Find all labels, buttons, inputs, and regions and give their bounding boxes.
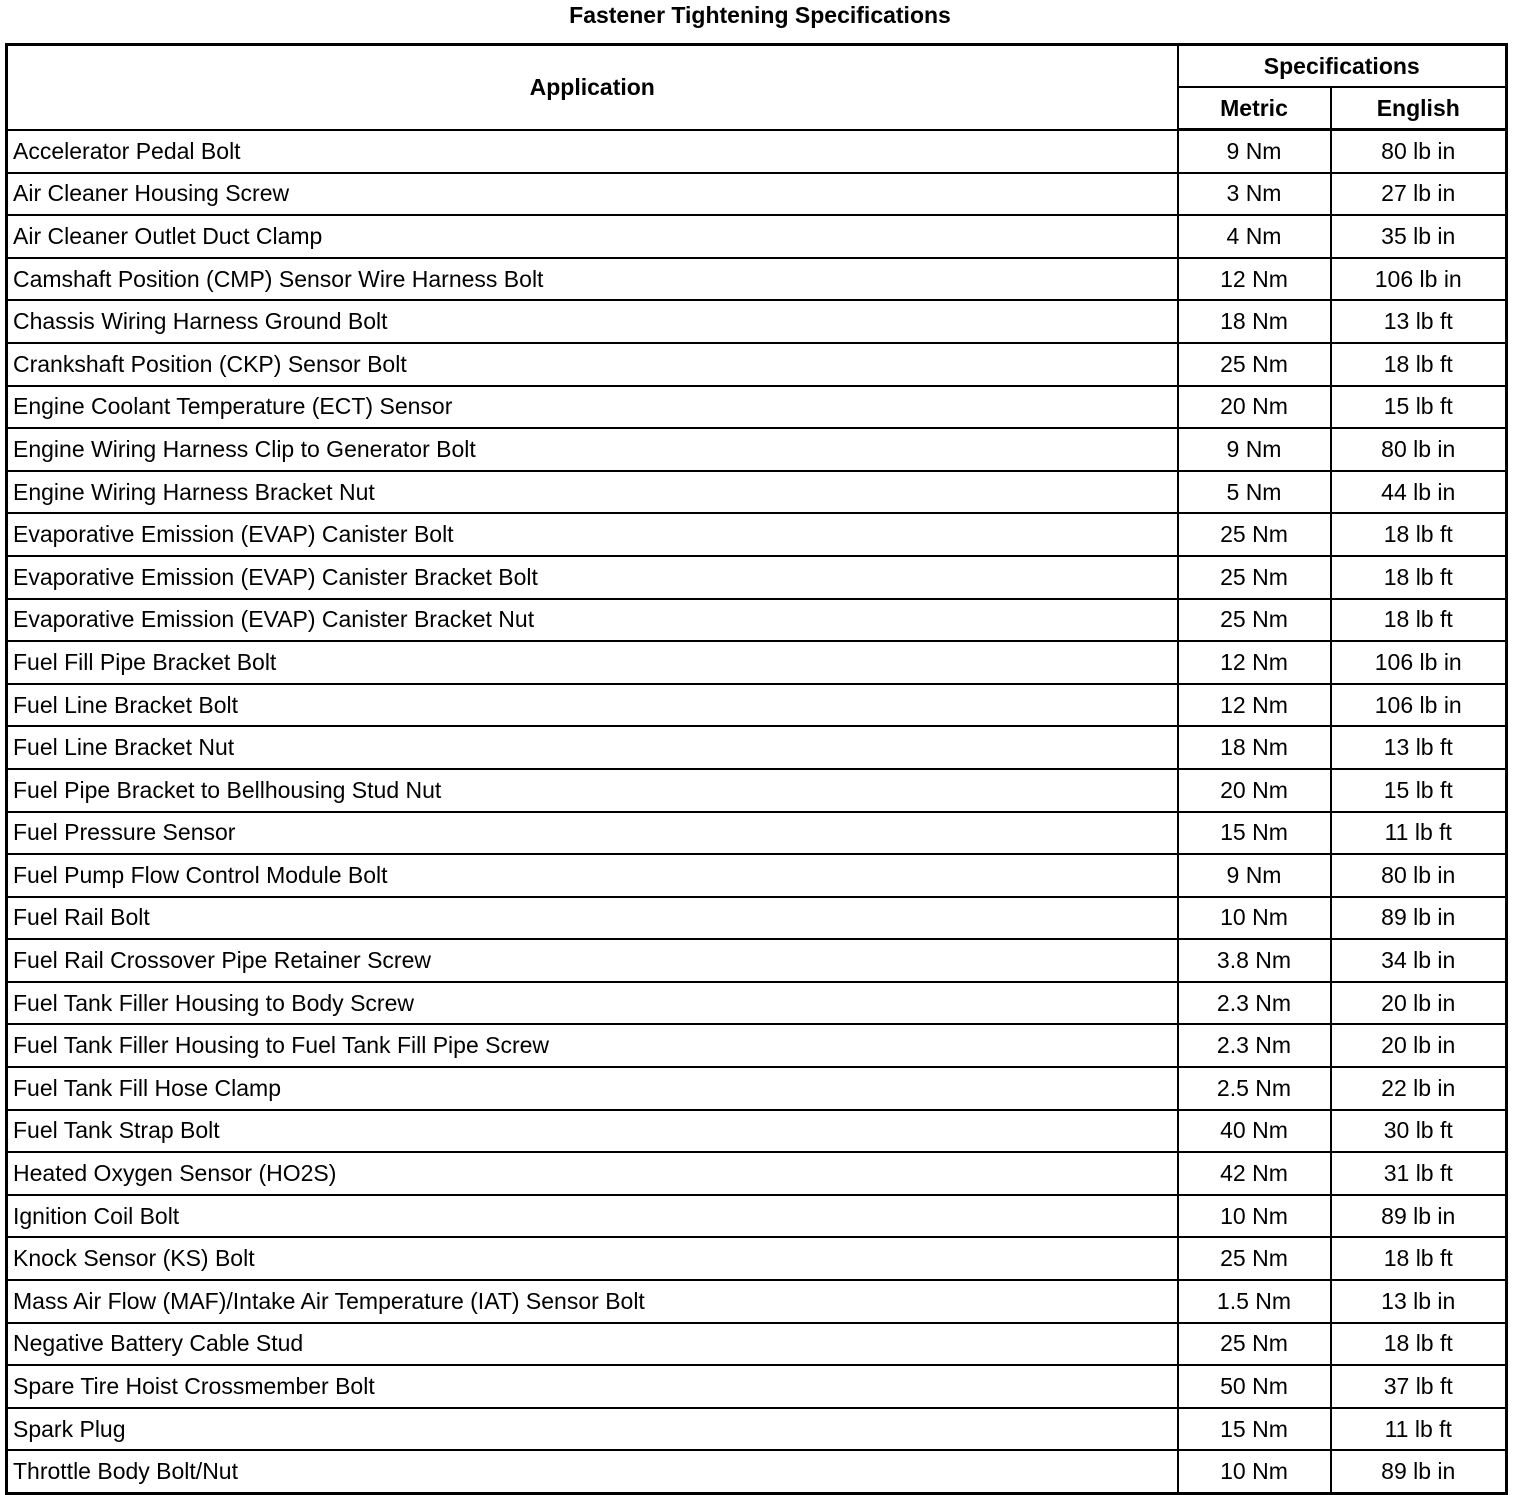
english-cell: 37 lb ft [1331,1365,1507,1408]
english-cell: 27 lb in [1331,173,1507,216]
specifications-header: Specifications [1178,45,1507,88]
table-row [7,1110,1507,1153]
application-header: Application [7,45,1178,130]
table-row [7,939,1507,982]
table-row [7,343,1507,386]
application-cell: Fuel Pipe Bracket to Bellhousing Stud Nut [7,769,1178,812]
application-cell: Fuel Line Bracket Bolt [7,684,1178,727]
table-row [7,1280,1507,1323]
metric-cell: 25 Nm [1178,556,1331,599]
metric-cell: 2.5 Nm [1178,1067,1331,1110]
metric-cell: 25 Nm [1178,1323,1331,1366]
table-row [7,599,1507,642]
table-row [7,1024,1507,1067]
english-cell: 22 lb in [1331,1067,1507,1110]
application-cell: Knock Sensor (KS) Bolt [7,1237,1178,1280]
english-cell: 34 lb in [1331,939,1507,982]
application-cell: Evaporative Emission (EVAP) Canister Bolt [7,513,1178,556]
english-cell: 89 lb in [1331,897,1507,940]
metric-cell: 25 Nm [1178,599,1331,642]
table-row [7,1323,1507,1366]
application-cell: Engine Coolant Temperature (ECT) Sensor [7,386,1178,429]
metric-cell: 50 Nm [1178,1365,1331,1408]
application-cell: Crankshaft Position (CKP) Sensor Bolt [7,343,1178,386]
english-cell: 11 lb ft [1331,812,1507,855]
metric-cell: 12 Nm [1178,641,1331,684]
metric-cell: 40 Nm [1178,1110,1331,1153]
metric-cell: 1.5 Nm [1178,1280,1331,1323]
application-cell: Fuel Fill Pipe Bracket Bolt [7,641,1178,684]
metric-cell: 25 Nm [1178,513,1331,556]
application-cell: Air Cleaner Outlet Duct Clamp [7,215,1178,258]
english-cell: 13 lb ft [1331,300,1507,343]
table-row [7,428,1507,471]
metric-cell: 25 Nm [1178,343,1331,386]
application-cell: Fuel Tank Filler Housing to Fuel Tank Fill Pipe Screw [7,1024,1178,1067]
application-cell: Spare Tire Hoist Crossmember Bolt [7,1365,1178,1408]
application-cell: Spark Plug [7,1408,1178,1451]
table-row [7,854,1507,897]
metric-cell: 9 Nm [1178,130,1331,173]
metric-cell: 18 Nm [1178,300,1331,343]
english-cell: 13 lb in [1331,1280,1507,1323]
application-cell: Evaporative Emission (EVAP) Canister Bracket Nut [7,599,1178,642]
table-row [7,1237,1507,1280]
metric-cell: 10 Nm [1178,1450,1331,1493]
application-cell: Evaporative Emission (EVAP) Canister Bracket Bolt [7,556,1178,599]
metric-cell: 18 Nm [1178,726,1331,769]
header-row-top [7,45,1507,88]
english-cell: 89 lb in [1331,1195,1507,1238]
metric-cell: 9 Nm [1178,854,1331,897]
application-cell: Air Cleaner Housing Screw [7,173,1178,216]
application-cell: Throttle Body Bolt/Nut [7,1450,1178,1493]
english-cell: 18 lb ft [1331,513,1507,556]
english-cell: 20 lb in [1331,982,1507,1025]
metric-cell: 20 Nm [1178,386,1331,429]
metric-cell: 10 Nm [1178,897,1331,940]
table-row [7,513,1507,556]
english-cell: 106 lb in [1331,684,1507,727]
english-cell: 35 lb in [1331,215,1507,258]
english-cell: 80 lb in [1331,428,1507,471]
metric-cell: 20 Nm [1178,769,1331,812]
metric-cell: 3 Nm [1178,173,1331,216]
english-cell: 13 lb ft [1331,726,1507,769]
english-cell: 15 lb ft [1331,386,1507,429]
application-cell: Fuel Tank Strap Bolt [7,1110,1178,1153]
application-cell: Accelerator Pedal Bolt [7,130,1178,173]
table-row [7,897,1507,940]
application-cell: Engine Wiring Harness Bracket Nut [7,471,1178,514]
english-cell: 18 lb ft [1331,1323,1507,1366]
table-header [7,45,1507,130]
english-cell: 30 lb ft [1331,1110,1507,1153]
english-cell: 80 lb in [1331,130,1507,173]
metric-header: Metric [1178,87,1331,130]
english-cell: 18 lb ft [1331,343,1507,386]
table-row [7,300,1507,343]
application-cell: Fuel Tank Filler Housing to Body Screw [7,982,1178,1025]
english-cell: 18 lb ft [1331,599,1507,642]
table-row [7,471,1507,514]
table-row [7,215,1507,258]
english-cell: 31 lb ft [1331,1152,1507,1195]
table-row [7,812,1507,855]
application-cell: Mass Air Flow (MAF)/Intake Air Temperature (IAT) Sensor Bolt [7,1280,1178,1323]
metric-cell: 5 Nm [1178,471,1331,514]
metric-cell: 15 Nm [1178,812,1331,855]
metric-cell: 2.3 Nm [1178,1024,1331,1067]
english-cell: 15 lb ft [1331,769,1507,812]
english-cell: 18 lb ft [1331,556,1507,599]
application-cell: Fuel Pump Flow Control Module Bolt [7,854,1178,897]
table-row [7,1450,1507,1493]
table-row [7,1365,1507,1408]
metric-cell: 4 Nm [1178,215,1331,258]
table-row [7,684,1507,727]
metric-cell: 25 Nm [1178,1237,1331,1280]
table-row [7,130,1507,173]
table-row [7,386,1507,429]
english-cell: 44 lb in [1331,471,1507,514]
application-cell: Fuel Pressure Sensor [7,812,1178,855]
table-row [7,1152,1507,1195]
metric-cell: 10 Nm [1178,1195,1331,1238]
english-cell: 89 lb in [1331,1450,1507,1493]
table-row [7,1067,1507,1110]
application-cell: Ignition Coil Bolt [7,1195,1178,1238]
application-cell: Heated Oxygen Sensor (HO2S) [7,1152,1178,1195]
application-cell: Fuel Rail Bolt [7,897,1178,940]
metric-cell: 12 Nm [1178,258,1331,301]
application-cell: Fuel Tank Fill Hose Clamp [7,1067,1178,1110]
fastener-spec-table [5,43,1508,1495]
application-cell: Engine Wiring Harness Clip to Generator Bolt [7,428,1178,471]
metric-cell: 9 Nm [1178,428,1331,471]
table-row [7,173,1507,216]
table-row [7,1195,1507,1238]
application-cell: Fuel Line Bracket Nut [7,726,1178,769]
english-cell: 18 lb ft [1331,1237,1507,1280]
english-cell: 106 lb in [1331,641,1507,684]
english-cell: 11 lb ft [1331,1408,1507,1451]
table-row [7,641,1507,684]
metric-cell: 42 Nm [1178,1152,1331,1195]
metric-cell: 3.8 Nm [1178,939,1331,982]
english-cell: 20 lb in [1331,1024,1507,1067]
table-row [7,726,1507,769]
english-cell: 106 lb in [1331,258,1507,301]
metric-cell: 2.3 Nm [1178,982,1331,1025]
table-row [7,258,1507,301]
table-row [7,769,1507,812]
application-cell: Chassis Wiring Harness Ground Bolt [7,300,1178,343]
table-row [7,1408,1507,1451]
english-cell: 80 lb in [1331,854,1507,897]
english-header: English [1331,87,1507,130]
table-body [7,130,1507,1494]
metric-cell: 15 Nm [1178,1408,1331,1451]
application-cell: Negative Battery Cable Stud [7,1323,1178,1366]
page-title: Fastener Tightening Specifications [569,2,951,28]
application-cell: Fuel Rail Crossover Pipe Retainer Screw [7,939,1178,982]
application-cell: Camshaft Position (CMP) Sensor Wire Harness Bolt [7,258,1178,301]
table-row [7,556,1507,599]
metric-cell: 12 Nm [1178,684,1331,727]
table-row [7,982,1507,1025]
